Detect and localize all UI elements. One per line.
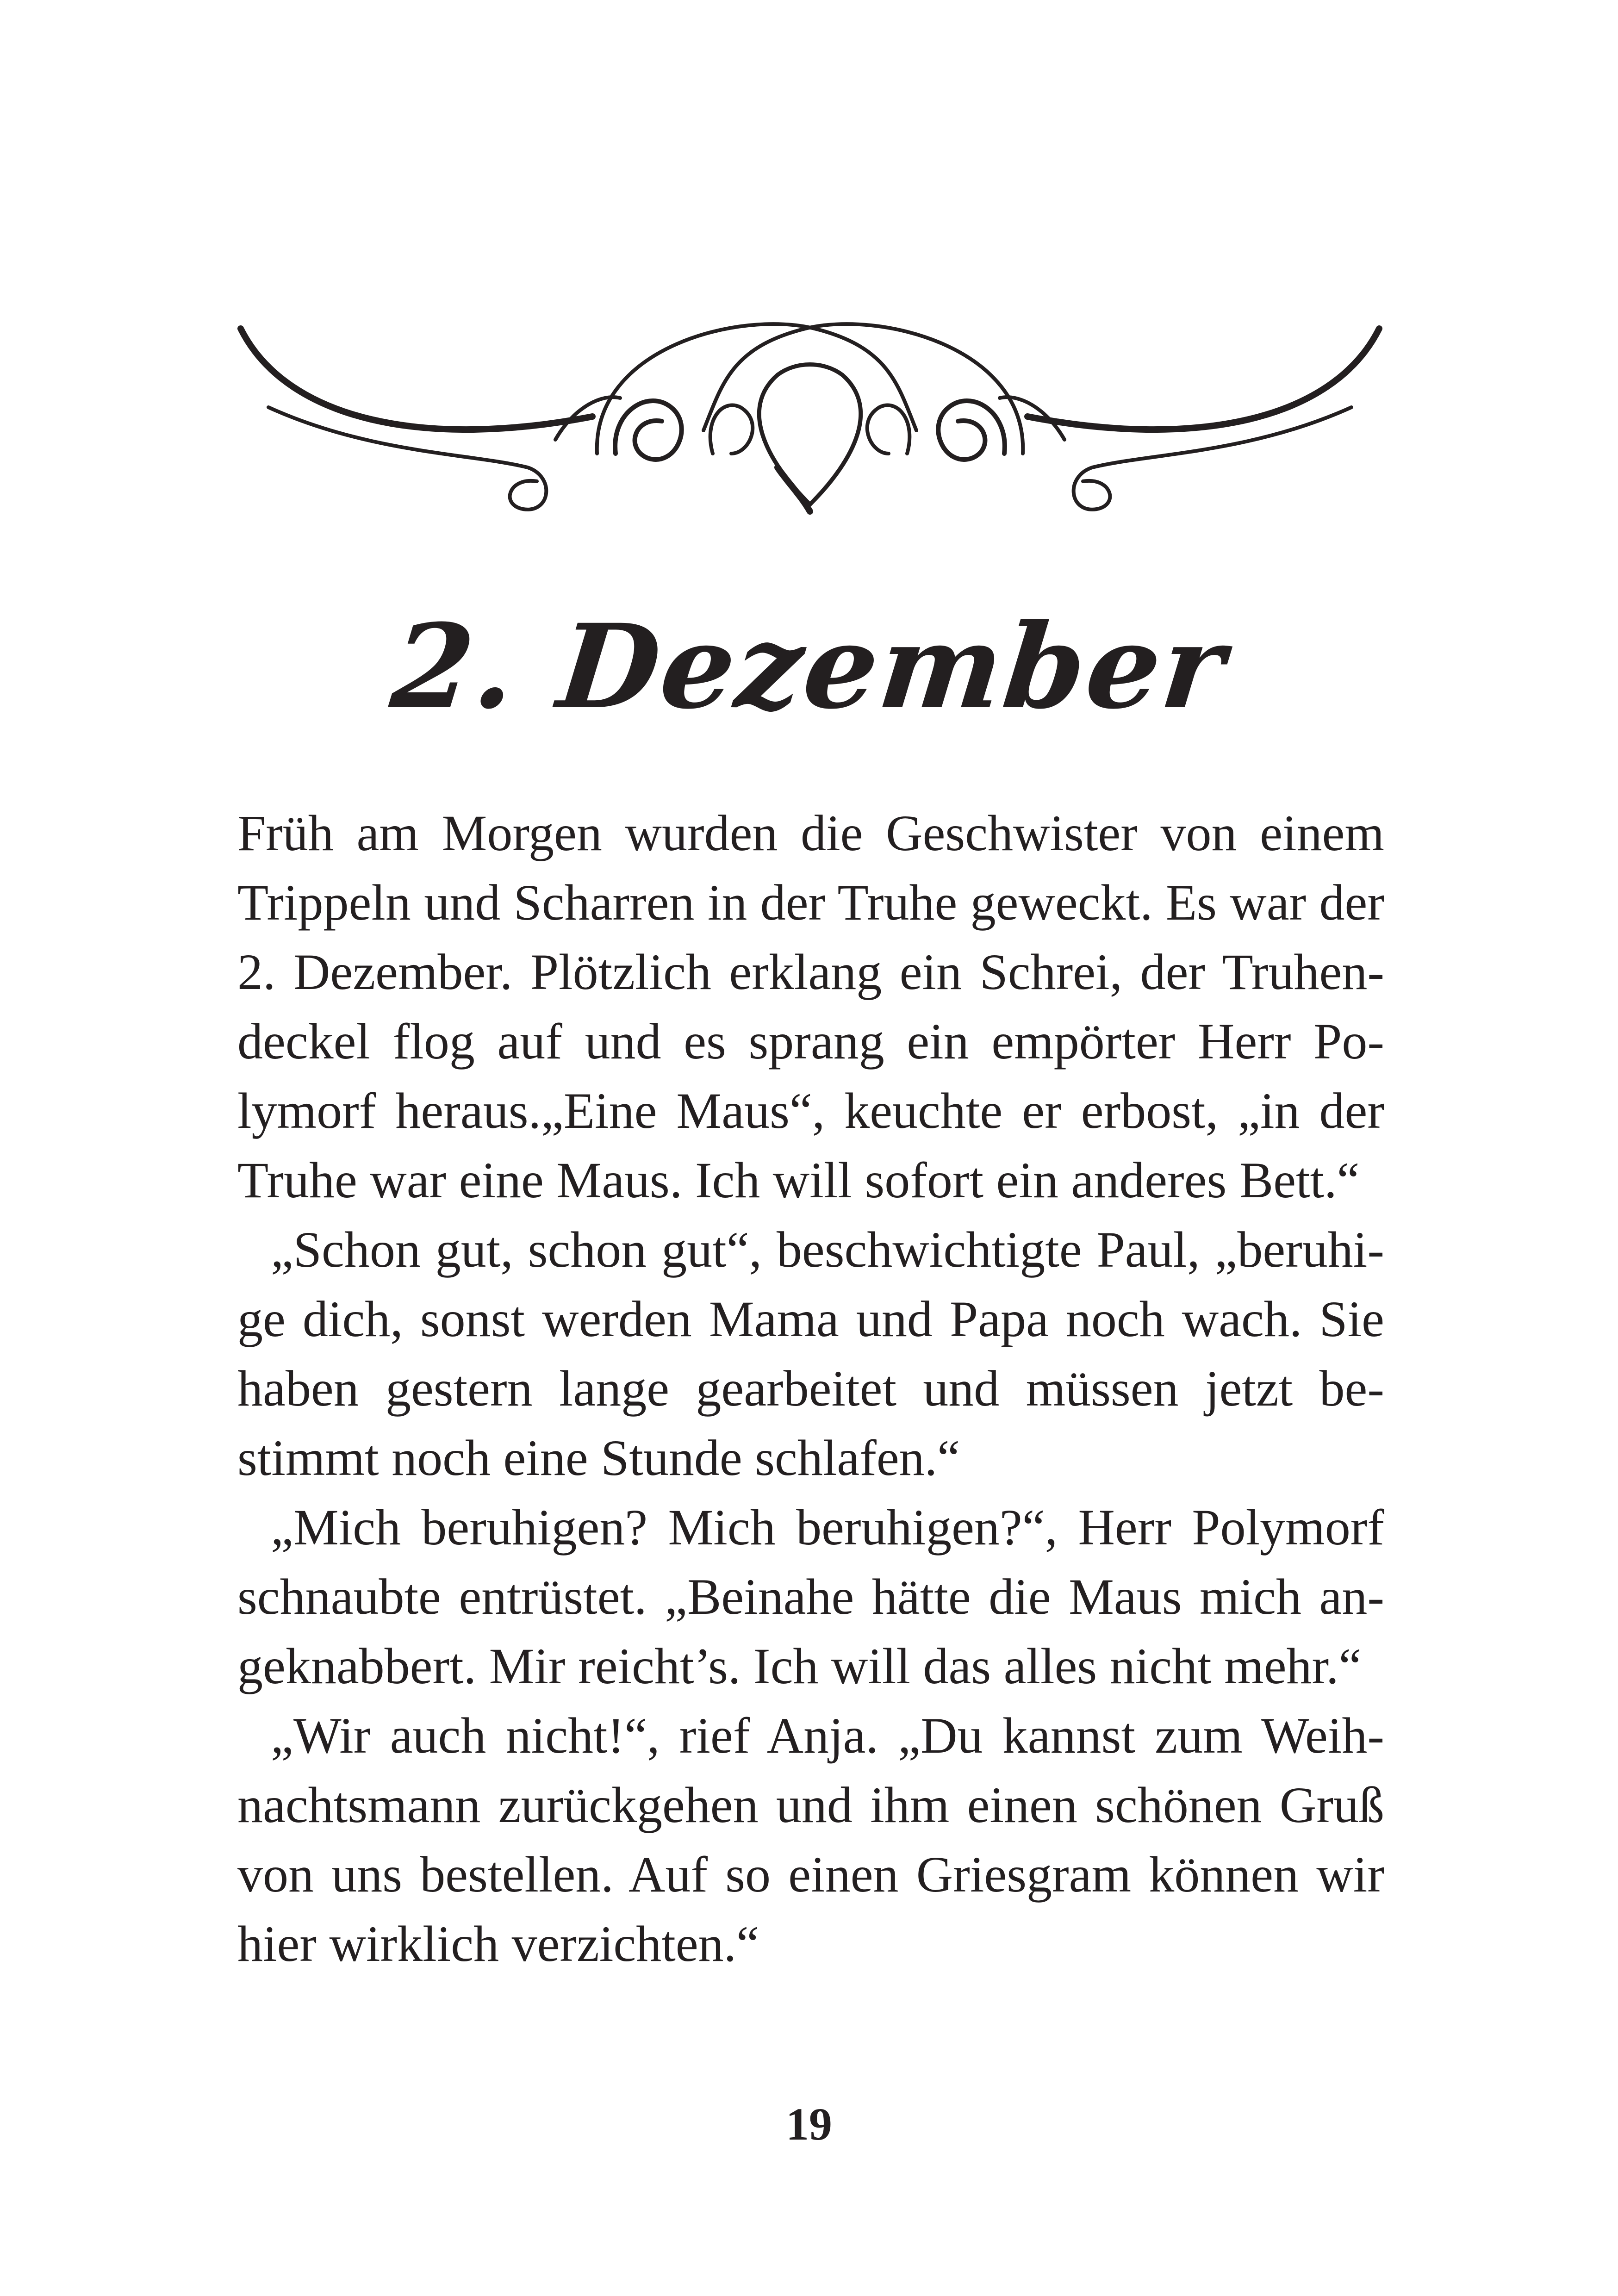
- paragraph: „Wir auch nicht!“, rief Anja. „Du kannst zum Weihnachtsmann zurückgehen und ihm einen schönen Gruß von uns bestellen. Auf so einen Griesgram können wir hier wirklich verzichten.“: [237, 1707, 1384, 1972]
- page-number: 19: [786, 2098, 832, 2150]
- chapter-title: 2. Dezember: [386, 598, 1232, 734]
- body-text: [237, 798, 1384, 1979]
- paragraph: „Schon gut, schon gut“, beschwichtigte Paul, „beruhige dich, sonst werden Mama und Papa noch wach. Sie haben gestern lange gearbeitet und müssen jetzt bestimmt noch eine Stunde schlafen.“: [237, 1221, 1384, 1486]
- flourish-ornament: [231, 301, 1388, 560]
- paragraph: Früh am Morgen wurden die Geschwister von einem Trippeln und Scharren in der Truhe geweckt. Es war der 2. Dezember. Plötzlich erklang ein Schrei, der Truhendeckel flog auf und es sprang ein empörter Herr Polymorf heraus.„Eine Maus“, keuchte er erbost, „in der Truhe war eine Maus. Ich will sofort ein anderes Bett.“: [237, 805, 1384, 1208]
- paragraph: „Mich beruhigen? Mich beruhigen?“, Herr Polymorf schnaubte entrüstet. „Beinahe hätte die Maus mich angeknabbert. Mir reicht’s. Ich will das alles nicht mehr.“: [237, 1499, 1384, 1694]
